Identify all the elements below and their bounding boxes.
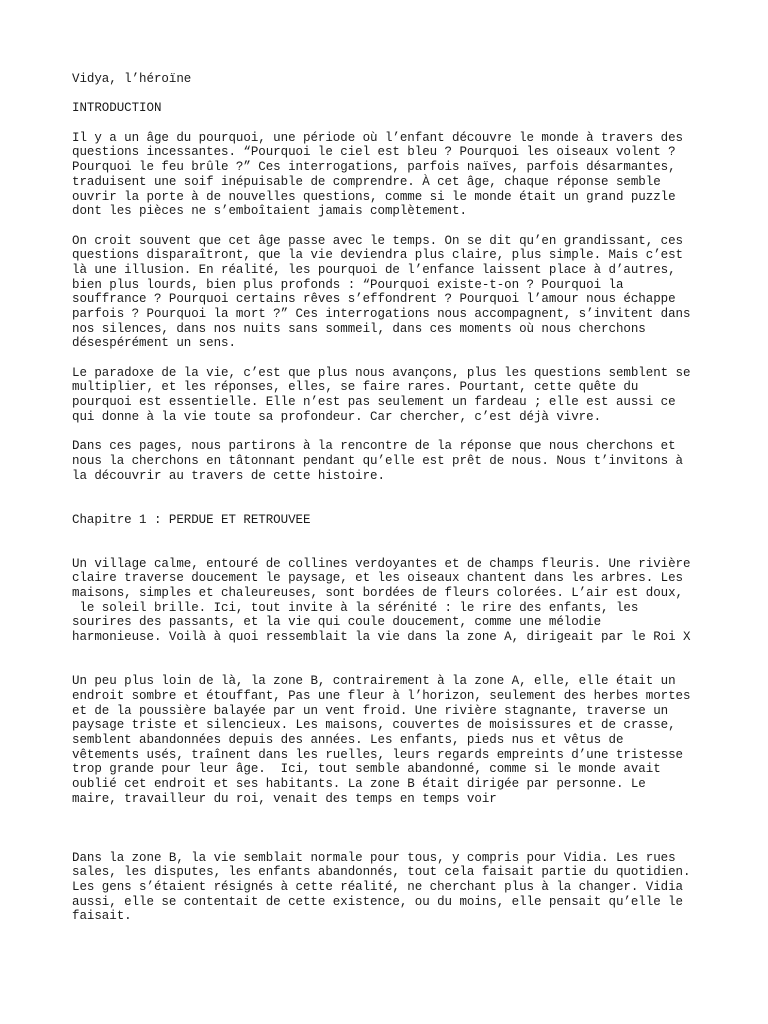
text-line: oublié cet endroit et ses habitants. La zone B était dirigée par personne. Le <box>72 777 646 792</box>
text-line: On croit souvent que cet âge passe avec le temps. On se dit qu’en grandissant, ces <box>72 233 684 248</box>
text-line: harmonieuse. Voilà à quoi ressemblait la vie dans la zone A, dirigeait par le Roi X <box>72 630 691 645</box>
chapter-paragraph-1 <box>72 557 712 645</box>
text-line: Un peu plus loin de là, la zone B, contrairement à la zone A, elle, elle était un <box>72 674 676 689</box>
intro-paragraph-4 <box>72 439 712 483</box>
intro-paragraph-1 <box>72 131 712 219</box>
text-line: le soleil brille. Ici, tout invite à la sérénité : le rire des enfants, les <box>72 600 639 615</box>
text-line: Pourquoi le feu brûle ?” Ces interrogations, parfois naïves, parfois désarmantes, <box>72 160 676 175</box>
document-page <box>72 72 712 924</box>
text-line: et de la poussière balayée par un vent froid. Une rivière stagnante, traverse un <box>72 703 669 718</box>
text-line: questions incessantes. “Pourquoi le ciel est bleu ? Pourquoi les oiseaux volent ? <box>72 145 676 160</box>
text-line: maisons, simples et chaleureuses, sont bordées de fleurs colorées. L’air est doux, <box>72 586 684 601</box>
text-line: trop grande pour leur âge. Ici, tout semble abandonné, comme si le monde avait <box>72 762 661 777</box>
document-title: Vidya, l’héroïne <box>72 72 192 86</box>
text-line: dont les pièces ne s’emboîtaient jamais complètement. <box>72 204 467 219</box>
text-line: pourquoi est essentielle. Elle n’est pas seulement un fardeau ; elle est aussi ce <box>72 395 676 410</box>
text-line: Dans la zone B, la vie semblait normale pour tous, y compris pour Vidia. Les rues <box>72 850 676 865</box>
text-line: là une illusion. En réalité, les pourquoi de l’enfance laissent place à d’autres, <box>72 262 676 277</box>
text-line: faisait. <box>72 909 132 924</box>
text-line: maire, travailleur du roi, venait des temps en temps voir <box>72 791 497 806</box>
text-line: sourires des passants, et la vie qui coule doucement, comme une mélodie <box>72 615 602 630</box>
intro-paragraph-3 <box>72 366 712 425</box>
text-line: semblent abandonnées depuis des années. Les enfants, pieds nus et vêtus de <box>72 732 624 747</box>
text-line: désespérément un sens. <box>72 336 236 351</box>
text-line: paysage triste et silencieux. Les maisons, couvertes de moisissures et de crasse, <box>72 718 676 733</box>
text-line: nos silences, dans nos nuits sans sommeil, dans ces moments où nous cherchons <box>72 321 646 336</box>
text-line: traduisent une soif inépuisable de comprendre. À cet âge, chaque réponse semble <box>72 174 661 189</box>
text-line: aussi, elle se contentait de cette existence, ou du moins, elle pensait qu’elle le <box>72 894 684 909</box>
text-line: bien plus lourds, bien plus profonds : “Pourquoi existe-t-on ? Pourquoi la <box>72 277 624 292</box>
text-line: ouvrir la porte à de nouvelles questions, comme si le monde était un grand puzzle <box>72 189 676 204</box>
text-line: la découvrir au travers de cette histoire. <box>72 468 385 483</box>
chapter-paragraph-3 <box>72 851 712 924</box>
text-line: vêtements usés, traînent dans les ruelles, leurs regards empreints d’une tristesse <box>72 747 684 762</box>
text-line: nous la cherchons en tâtonnant pendant qu’elle est prêt de nous. Nous t’invitons à <box>72 453 684 468</box>
text-line: sales, les disputes, les enfants abandonnés, tout cela faisait partie du quotidien. <box>72 865 691 880</box>
text-line: questions disparaîtront, que la vie deviendra plus claire, plus simple. Mais c’est <box>72 248 684 263</box>
text-line: Dans ces pages, nous partirons à la rencontre de la réponse que nous cherchons et <box>72 439 676 454</box>
text-line: Le paradoxe de la vie, c’est que plus nous avançons, plus les questions semblent se <box>72 365 691 380</box>
text-line: endroit sombre et étouffant, Pas une fleur à l’horizon, seulement des herbes mortes <box>72 688 691 703</box>
text-line: parfois ? Pourquoi la mort ?” Ces interrogations nous accompagnent, s’invitent dans <box>72 307 691 321</box>
text-line: Il y a un âge du pourquoi, une période où l’enfant découvre le monde à travers des <box>72 130 684 145</box>
text-line: Les gens s’étaient résignés à cette réalité, ne cherchant plus à la changer. Vidia <box>72 879 684 894</box>
chapter-paragraph-2 <box>72 674 712 806</box>
intro-heading: INTRODUCTION <box>72 101 162 116</box>
text-line: Un village calme, entouré de collines verdoyantes et de champs fleuris. Une rivière <box>72 556 691 571</box>
text-line: souffrance ? Pourquoi certains rêves s’effondrent ? Pourquoi l’amour nous échappe <box>72 292 676 307</box>
text-line: claire traverse doucement le paysage, et les oiseaux chantent dans les arbres. Les <box>72 571 684 586</box>
text-line: qui donne à la vie toute sa profondeur. Car chercher, c’est déjà vivre. <box>72 409 602 424</box>
text-line: multiplier, et les réponses, elles, se faire rares. Pourtant, cette quête du <box>72 380 639 395</box>
chapter-heading: Chapitre 1 : PERDUE ET RETROUVEE <box>72 512 311 527</box>
intro-paragraph-2 <box>72 234 712 352</box>
